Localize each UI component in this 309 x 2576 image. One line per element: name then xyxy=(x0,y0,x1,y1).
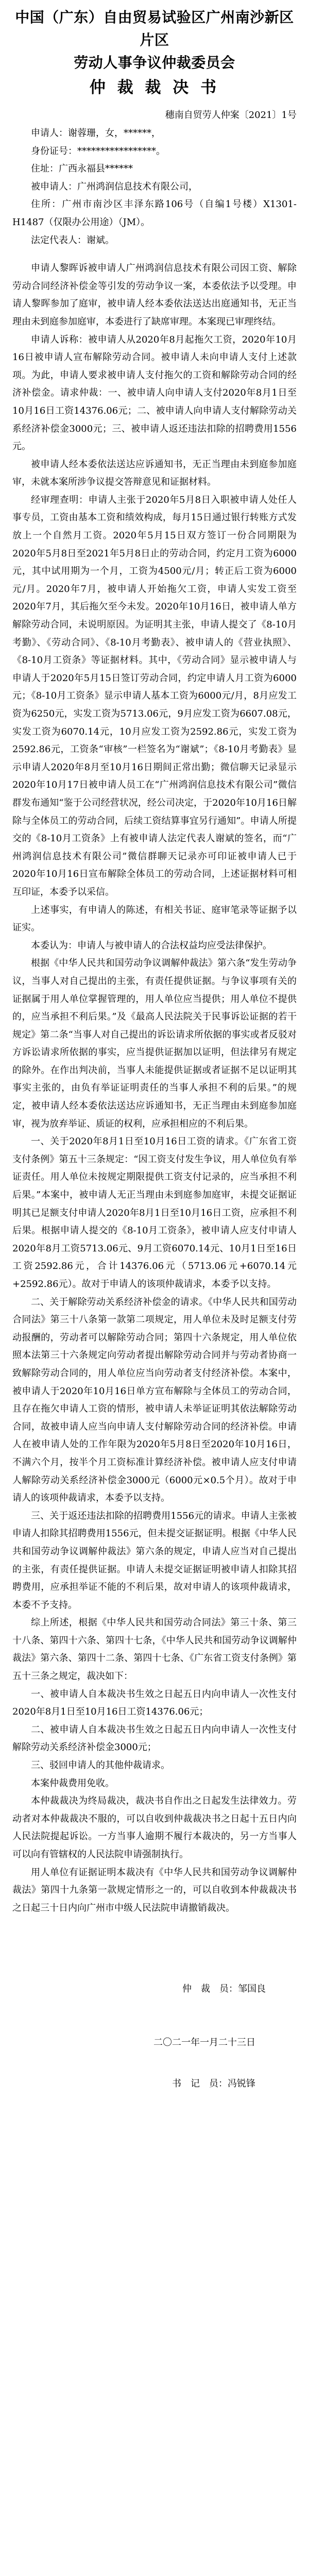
body-paragraph: 用人单位有证据证明本裁决有《中华人民共和国劳动争议调解仲裁法》第四十九条第一款规定情形之一的，可以自收到本仲裁裁决书之日起三十日内向广州市中级人民法院申请撤销裁决。 xyxy=(12,1867,297,1913)
clerk-row xyxy=(12,2074,297,2094)
body-paragraph: 申请人诉称：被申请人从2020年8月起拖欠工资，2020年10月16日被申请人宣布解除劳动合同。被申请人未向申请人支付上述款项。为此，申请人要求被申请人支付拖欠的工资和解除劳动合同的经济补偿金。请求仲裁：一、被申请人向申请人支付2020年8月1日至10月16日工资14376.06元；二、被申请人向申请人支付解除劳动关系经济补偿金3000元；三、被申请人返还违法扣除的招聘费用1556元。 xyxy=(12,334,297,452)
body-paragraph: 二、关于解除劳动关系经济补偿金的请求。《中华人民共和国劳动合同法》第三十八条第一款第二项规定，用人单位未及时足额支付劳动报酬的，劳动者可以解除劳动合同；第四十六条规定，用人单位依照本法第三十六条规定向劳动者提出解除劳动合同并与劳动者协商一致解除劳动合同的，用人单位应当向劳动者支付经济补偿。本案中，被申请人于2020年10月16日单方宣布解除与全体员工的劳动合同，且存在拖欠申请人工资的情形，被申请人未举证证明其依法解除劳动合同，故被申请人应当向申请人支付解除劳动合同的经济补偿。申请人在被申请人处的工作年限为2020年5月8日至2020年10月16日，不满六个月，按半个月工资标准计算经济补偿。被申请人应支付申请人解除劳动关系经济补偿金3000元（6000元×0.5个月）。故对于申请人的该项仲裁请求，本委予以支持。 xyxy=(12,1296,297,1504)
party-line: 住址：广西永福县****** xyxy=(31,163,133,175)
arbitrator-name: 邹国良 xyxy=(238,1984,266,1995)
award-item: 一、被申请人自本裁决书生效之日起五日内向申请人一次性支付2020年8月1日至10月16日工资14376.06元； xyxy=(12,1688,297,1718)
issuing-body-line2: 劳动人事争议仲裁委员会 xyxy=(74,54,235,71)
clerk-label: 书 记 员： xyxy=(172,2078,228,2090)
body-paragraph: 被申请人经本委依法送达应诉通知书，无正当理由未到庭参加庭审，未就本案所涉争议提交答辩意见和证据材料。 xyxy=(12,459,297,488)
body-paragraph: 一、关于2020年8月1日至10月16日工资的请求。《广东省工资支付条例》第五十三条规定：“因工资支付发生争议，用人单位负有举证责任。用人单位未按规定期限提供工资支付记录的，应当承担不利后果。”本案中，被申请人无正当理由未到庭参加庭审，未提交证据证明其已足额支付申请人2020年8月1日至10月16日工资，应承担不利后果。根据申请人提交的《8-10月工资条》，被申请人应支付申请人2020年8月工资5713.06元、9月工资6070.14元、10月1日至16日工资2592.86元，合计14376.06元（5713.06元+6070.14元+2592.86元）。故对于申请人的该项仲裁请求，本委予以支持。 xyxy=(12,1136,297,1290)
award-date: 二〇二一年一月二十三日 xyxy=(153,2037,255,2048)
arbitrator-row xyxy=(12,1979,266,1999)
body-paragraph: 三、关于返还违法扣除的招聘费用1556元的请求。申请人主张被申请人扣除其招聘费用1556元，但未提交证据证明。根据《中华人民共和国劳动争议调解仲裁法》第六条的规定，申请人应当对自己提出的主张，有责任提供证据。申请人未提交证据证明被申请人扣除其招聘费用，应承担举证不能的不利后果，故对申请人的该项仲裁请求，本委不予支持。 xyxy=(12,1510,297,1611)
arbitrator-label: 仲 裁 员： xyxy=(182,1984,238,1995)
body-paragraph: 上述事实，有申请人的陈述，有相关书证、庭审笔录等证据予以证实。 xyxy=(12,904,297,934)
body-paragraph: 经审理查明：申请人主张于2020年5月8日入职被申请人处任人事专员，工资由基本工资和绩效构成，每月15日通过银行转账方式发放上一个自然月工资。2020年5月15日双方签订一份合同期限为2020年5月8日至2021年5月8日止的劳动合同，约定月工资为6000元，其中试用期为一个月，工资为4500元/月；转正后工资为6000元/月。2020年7月，被申请人开始拖欠工资，申请人实发工资至2020年7月，其后拖欠至今未发。2020年10月16日，被申请人单方解除劳动合同，未说明原因。为证明其主张，申请人提交了《8-10月考勤》、《劳动合同》、《8-10月考勤表》、被申请人的《营业执照》、《8-10月工资条》等证据材料。其中，《劳动合同》显示被申请人与申请人于2020年5月15日签订劳动合同，约定申请人月工资为6000元；《8-10月工资条》显示申请人基本工资为6000元/月，8月应发工资为6250元，实发工资为5713.06元，9月应发工资为6607.08元，实发工资为6070.14元，10月应发工资为2592.86元，实发工资为2592.86元，工资条“审核”一栏签名为“谢斌”；《8-10月考勤表》显示申请人2020年8月至10月16日期间正常出勤；微信聊天记录显示2020年10月17日被申请人员工在“广州鸿润信息技术有限公司”微信群发布通知“鉴于公司经营状况，经公司决定，于2020年10月16日解除与全体员工的劳动合同，后续工资结算事宜另行通知”。申请人所提交的《8-10月工资条》上有被申请人法定代表人谢斌的签名，而“广州鸿润信息技术有限公司”微信群聊天记录亦可印证被申请人已于2020年10月16日宣布解除全体员工的劳动合同，上述证据材料可相互印证，本委予以采信。 xyxy=(12,494,297,897)
signature-block xyxy=(12,1979,297,1999)
body-paragraph: 本委认为：申请人与被申请人的合法权益均应受法律保护。 xyxy=(31,940,272,951)
party-line: 法定代表人：谢斌。 xyxy=(31,234,114,246)
body-paragraph: 综上所述，根据《中华人民共和国劳动合同法》第三十条、第三十八条、第四十六条、第四十七条，《中华人民共和国劳动争议调解仲裁法》第六条、第四十二条、第四十七条、《广东省工资支付条例》第五十三条之规定，裁决如下： xyxy=(12,1617,297,1682)
document-title: 仲 裁 裁 决 书 xyxy=(89,78,220,97)
party-line: 被申请人：广州鸿润信息技术有限公司， xyxy=(31,181,198,192)
award-item: 三、驳回申请人的其他仲裁请求。 xyxy=(31,1760,170,1771)
issuing-body-line1: 中国（广东）自由贸易试验区广州南沙新区片区 xyxy=(15,9,294,48)
party-line: 申请人：谢蓉珊，女，******， xyxy=(31,128,161,139)
body-section xyxy=(12,260,297,1917)
parties-section xyxy=(12,125,297,249)
body-paragraph: 根据《中华人民共和国劳动争议调解仲裁法》第六条“发生劳动争议，当事人对自己提出的主张，有责任提供证据。与争议事项有关的证据属于用人单位掌握管理的，用人单位应当提供；用人单位不提供的，应当承担不利后果。”及《最高人民法院关于民事诉讼证据的若干规定》第二条“当事人对自己提出的诉讼请求所依据的事实或者反驳对方诉讼请求所依据的事实，应当提供证据加以证明，但法律另有规定的除外。在作出判决前，当事人未能提供证据或者证据不足以证明其事实主张的，由负有举证证明责任的当事人承担不利的后果。”的规定，被申请人经本委依法送达应诉通知书，无正当理由未到庭参加庭审，视为放弃举证、质证的权利，应承担相应的不利后果。 xyxy=(12,958,297,1129)
party-line: 身份证号：*****************。 xyxy=(31,145,165,157)
party-line: 住所：广州市南沙区丰泽东路106号（自编1号楼）X1301-H1487（仅限办公用途）（JM）。 xyxy=(12,199,297,228)
body-paragraph: 本仲裁裁决为终局裁决，裁决书自作出之日起发生法律效力。劳动者对本仲裁裁决不服的，可以自收到仲裁裁决书之日起十五日内向人民法院提起诉讼。一方当事人逾期不履行本裁决的，另一方当事人可以向有管辖权的人民法院申请强制执行。 xyxy=(12,1795,297,1860)
award-item: 二、被申请人自本裁决书生效之日起五日内向申请人一次性支付解除劳动关系经济补偿金3000元； xyxy=(12,1724,297,1753)
case-number: 穗南自贸劳人仲案〔2021〕1号 xyxy=(165,110,297,121)
body-paragraph: 本案仲裁费用免收。 xyxy=(31,1777,114,1789)
clerk-name: 冯锐锋 xyxy=(228,2078,255,2090)
body-paragraph: 申请人黎晖诉被申请人广州鸿润信息技术有限公司因工资、解除劳动合同经济补偿金等引发的劳动争议一案，本委依法予以受理。申请人黎晖参加了庭审，被申请人经本委依法送达出庭通知书，无正当理由未到庭参加庭审，本委进行了缺席审理。本案现已审理终结。 xyxy=(12,263,297,327)
